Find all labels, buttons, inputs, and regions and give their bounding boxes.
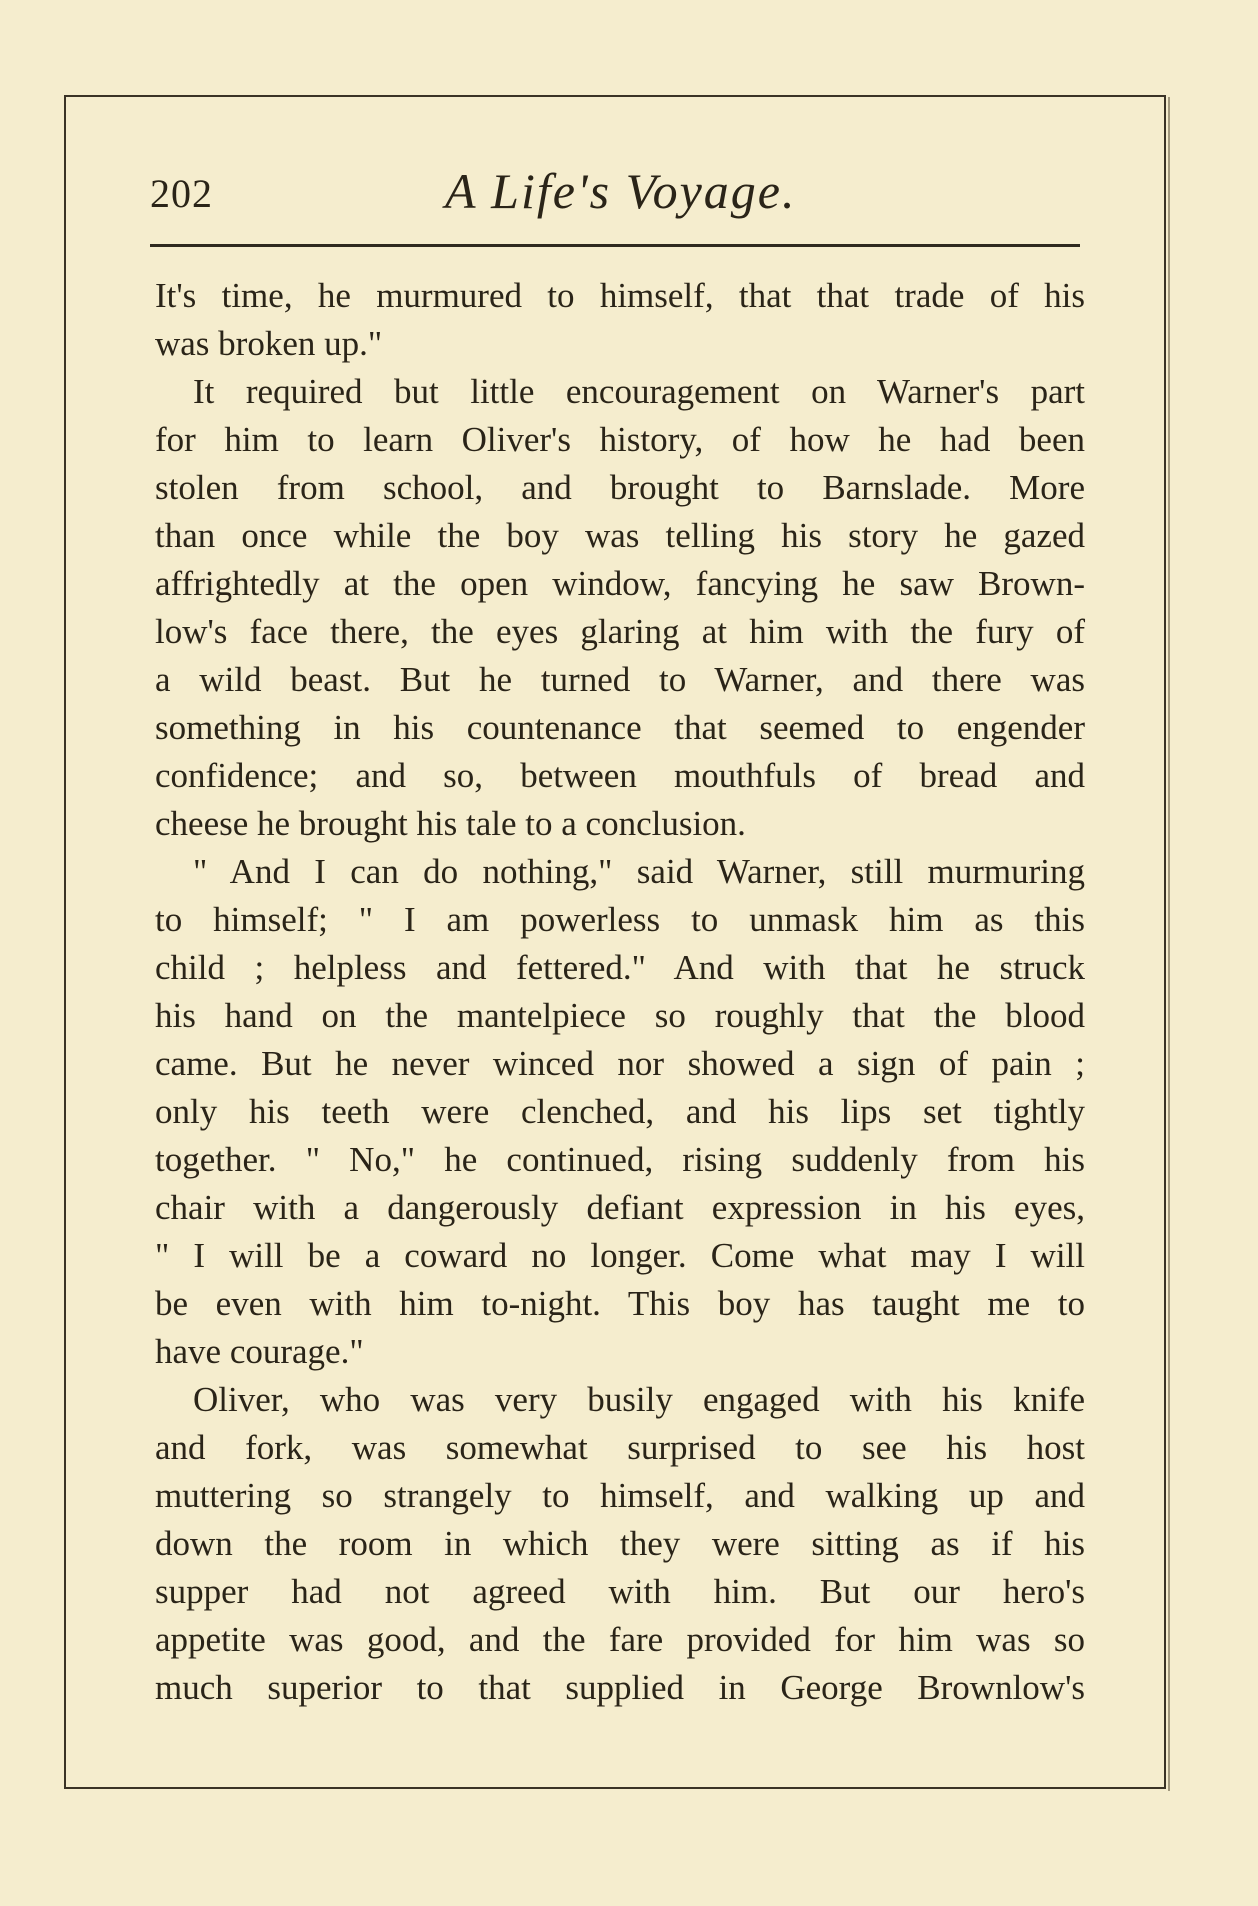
text-line: " I will be a coward no longer. Come what may I will — [155, 1236, 1085, 1275]
text-line: together. " No," he continued, rising suddenly from his — [155, 1140, 1085, 1179]
text-line: be even with him to-night. This boy has taught me to — [155, 1284, 1085, 1323]
text-line: down the room in which they were sitting as if his — [155, 1524, 1085, 1563]
body-text — [155, 272, 1085, 1712]
text-line: low's face there, the eyes glaring at him with the fury of — [155, 612, 1085, 651]
text-line: have courage." — [155, 1332, 364, 1371]
text-line: only his teeth were clenched, and his lips set tightly — [155, 1092, 1085, 1131]
text-line: much superior to that supplied in George Brownlow's — [155, 1668, 1085, 1707]
text-line: It's time, he murmured to himself, that that trade of his — [155, 276, 1085, 315]
page-header — [150, 163, 1080, 230]
text-line: and fork, was somewhat surprised to see his host — [155, 1428, 1085, 1467]
text-line: child ; helpless and fettered." And with that he struck — [155, 948, 1085, 987]
text-line: a wild beast. But he turned to Warner, and there was — [155, 660, 1085, 699]
text-line: muttering so strangely to himself, and walking up and — [155, 1476, 1085, 1515]
text-line: Oliver, who was very busily engaged with his knife — [193, 1380, 1085, 1419]
page-number: 202 — [150, 171, 213, 216]
text-line: cheese he brought his tale to a conclusion. — [155, 804, 746, 843]
running-title: A Life's Voyage. — [445, 163, 797, 219]
text-line: supper had not agreed with him. But our hero's — [155, 1572, 1085, 1611]
text-line: affrightedly at the open window, fancying he saw Brown- — [155, 564, 1085, 603]
text-line: came. But he never winced nor showed a sign of pain ; — [155, 1044, 1085, 1083]
text-line: stolen from school, and brought to Barnslade. More — [155, 468, 1085, 507]
text-line: was broken up." — [155, 324, 383, 363]
text-line: something in his countenance that seemed to engender — [155, 708, 1085, 747]
text-line: than once while the boy was telling his story he gazed — [155, 516, 1085, 555]
text-line: chair with a dangerously defiant expression in his eyes, — [155, 1188, 1085, 1227]
text-line: " And I can do nothing," said Warner, still murmuring — [193, 852, 1085, 891]
page-border-shadow — [1168, 97, 1170, 1791]
header-rule — [150, 244, 1080, 247]
text-line: It required but little encouragement on Warner's part — [193, 372, 1085, 411]
text-line: his hand on the mantelpiece so roughly that the blood — [155, 996, 1085, 1035]
text-line: for him to learn Oliver's history, of how he had been — [155, 420, 1085, 459]
text-line: appetite was good, and the fare provided for him was so — [155, 1620, 1085, 1659]
text-line: confidence; and so, between mouthfuls of bread and — [155, 756, 1085, 795]
text-line: to himself; " I am powerless to unmask him as this — [155, 900, 1085, 939]
